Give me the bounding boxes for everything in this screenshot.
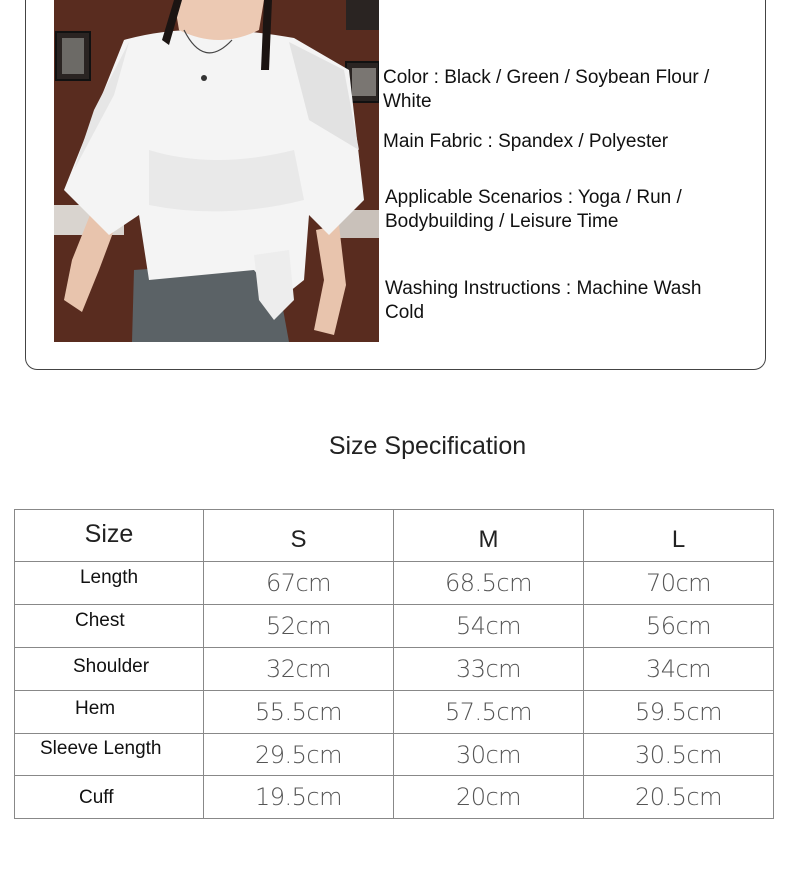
cell-sleeve-length-m: 30cm — [394, 734, 584, 776]
table-row — [15, 776, 774, 819]
main-fabric-info: Main Fabric : Spandex / Polyester — [383, 131, 669, 152]
cell-chest-s: 52cm — [204, 605, 394, 648]
row-label-hem: Hem — [15, 691, 204, 734]
size-table — [14, 509, 774, 819]
cell-cuff-m: 20cm — [394, 776, 584, 819]
model-wearing-shirt-image — [54, 0, 379, 342]
color-info: Color : Black / Green / Soybean Flour / White — [383, 67, 710, 112]
cell-cuff-l: 20.5cm — [584, 776, 774, 819]
row-label-cuff: Cuff — [15, 776, 204, 819]
applicable-scenarios-info: Applicable Scenarios : Yoga / Run / Bodybuilding / Leisure Time — [385, 187, 682, 232]
table-row — [15, 648, 774, 691]
size-header-s: S — [204, 510, 394, 562]
cell-length-s: 67cm — [204, 562, 394, 605]
table-row — [15, 605, 774, 648]
table-row — [15, 691, 774, 734]
cell-shoulder-l: 34cm — [584, 648, 774, 691]
cell-shoulder-m: 33cm — [394, 648, 584, 691]
row-label-chest: Chest — [15, 605, 204, 648]
product-photo — [54, 0, 379, 342]
size-header-l: L — [584, 510, 774, 562]
cell-shoulder-s: 32cm — [204, 648, 394, 691]
cell-hem-m: 57.5cm — [394, 691, 584, 734]
cell-sleeve-length-l: 30.5cm — [584, 734, 774, 776]
cell-sleeve-length-s: 29.5cm — [204, 734, 394, 776]
table-row — [15, 734, 774, 776]
cell-length-m: 68.5cm — [394, 562, 584, 605]
cell-chest-l: 56cm — [584, 605, 774, 648]
washing-instructions-info: Washing Instructions : Machine Wash Cold — [385, 278, 702, 323]
row-label-sleeve-length: Sleeve Length — [15, 734, 204, 776]
size-table-header-row — [15, 510, 774, 562]
cell-hem-l: 59.5cm — [584, 691, 774, 734]
size-specification-title: Size Specification — [328, 432, 527, 460]
cell-chest-m: 54cm — [394, 605, 584, 648]
row-label-length: Length — [15, 562, 204, 605]
cell-length-l: 70cm — [584, 562, 774, 605]
cell-hem-s: 55.5cm — [204, 691, 394, 734]
size-header-label: Size — [15, 510, 204, 562]
size-header-m: M — [394, 510, 584, 562]
table-row — [15, 562, 774, 605]
cell-cuff-s: 19.5cm — [204, 776, 394, 819]
row-label-shoulder: Shoulder — [15, 648, 204, 691]
